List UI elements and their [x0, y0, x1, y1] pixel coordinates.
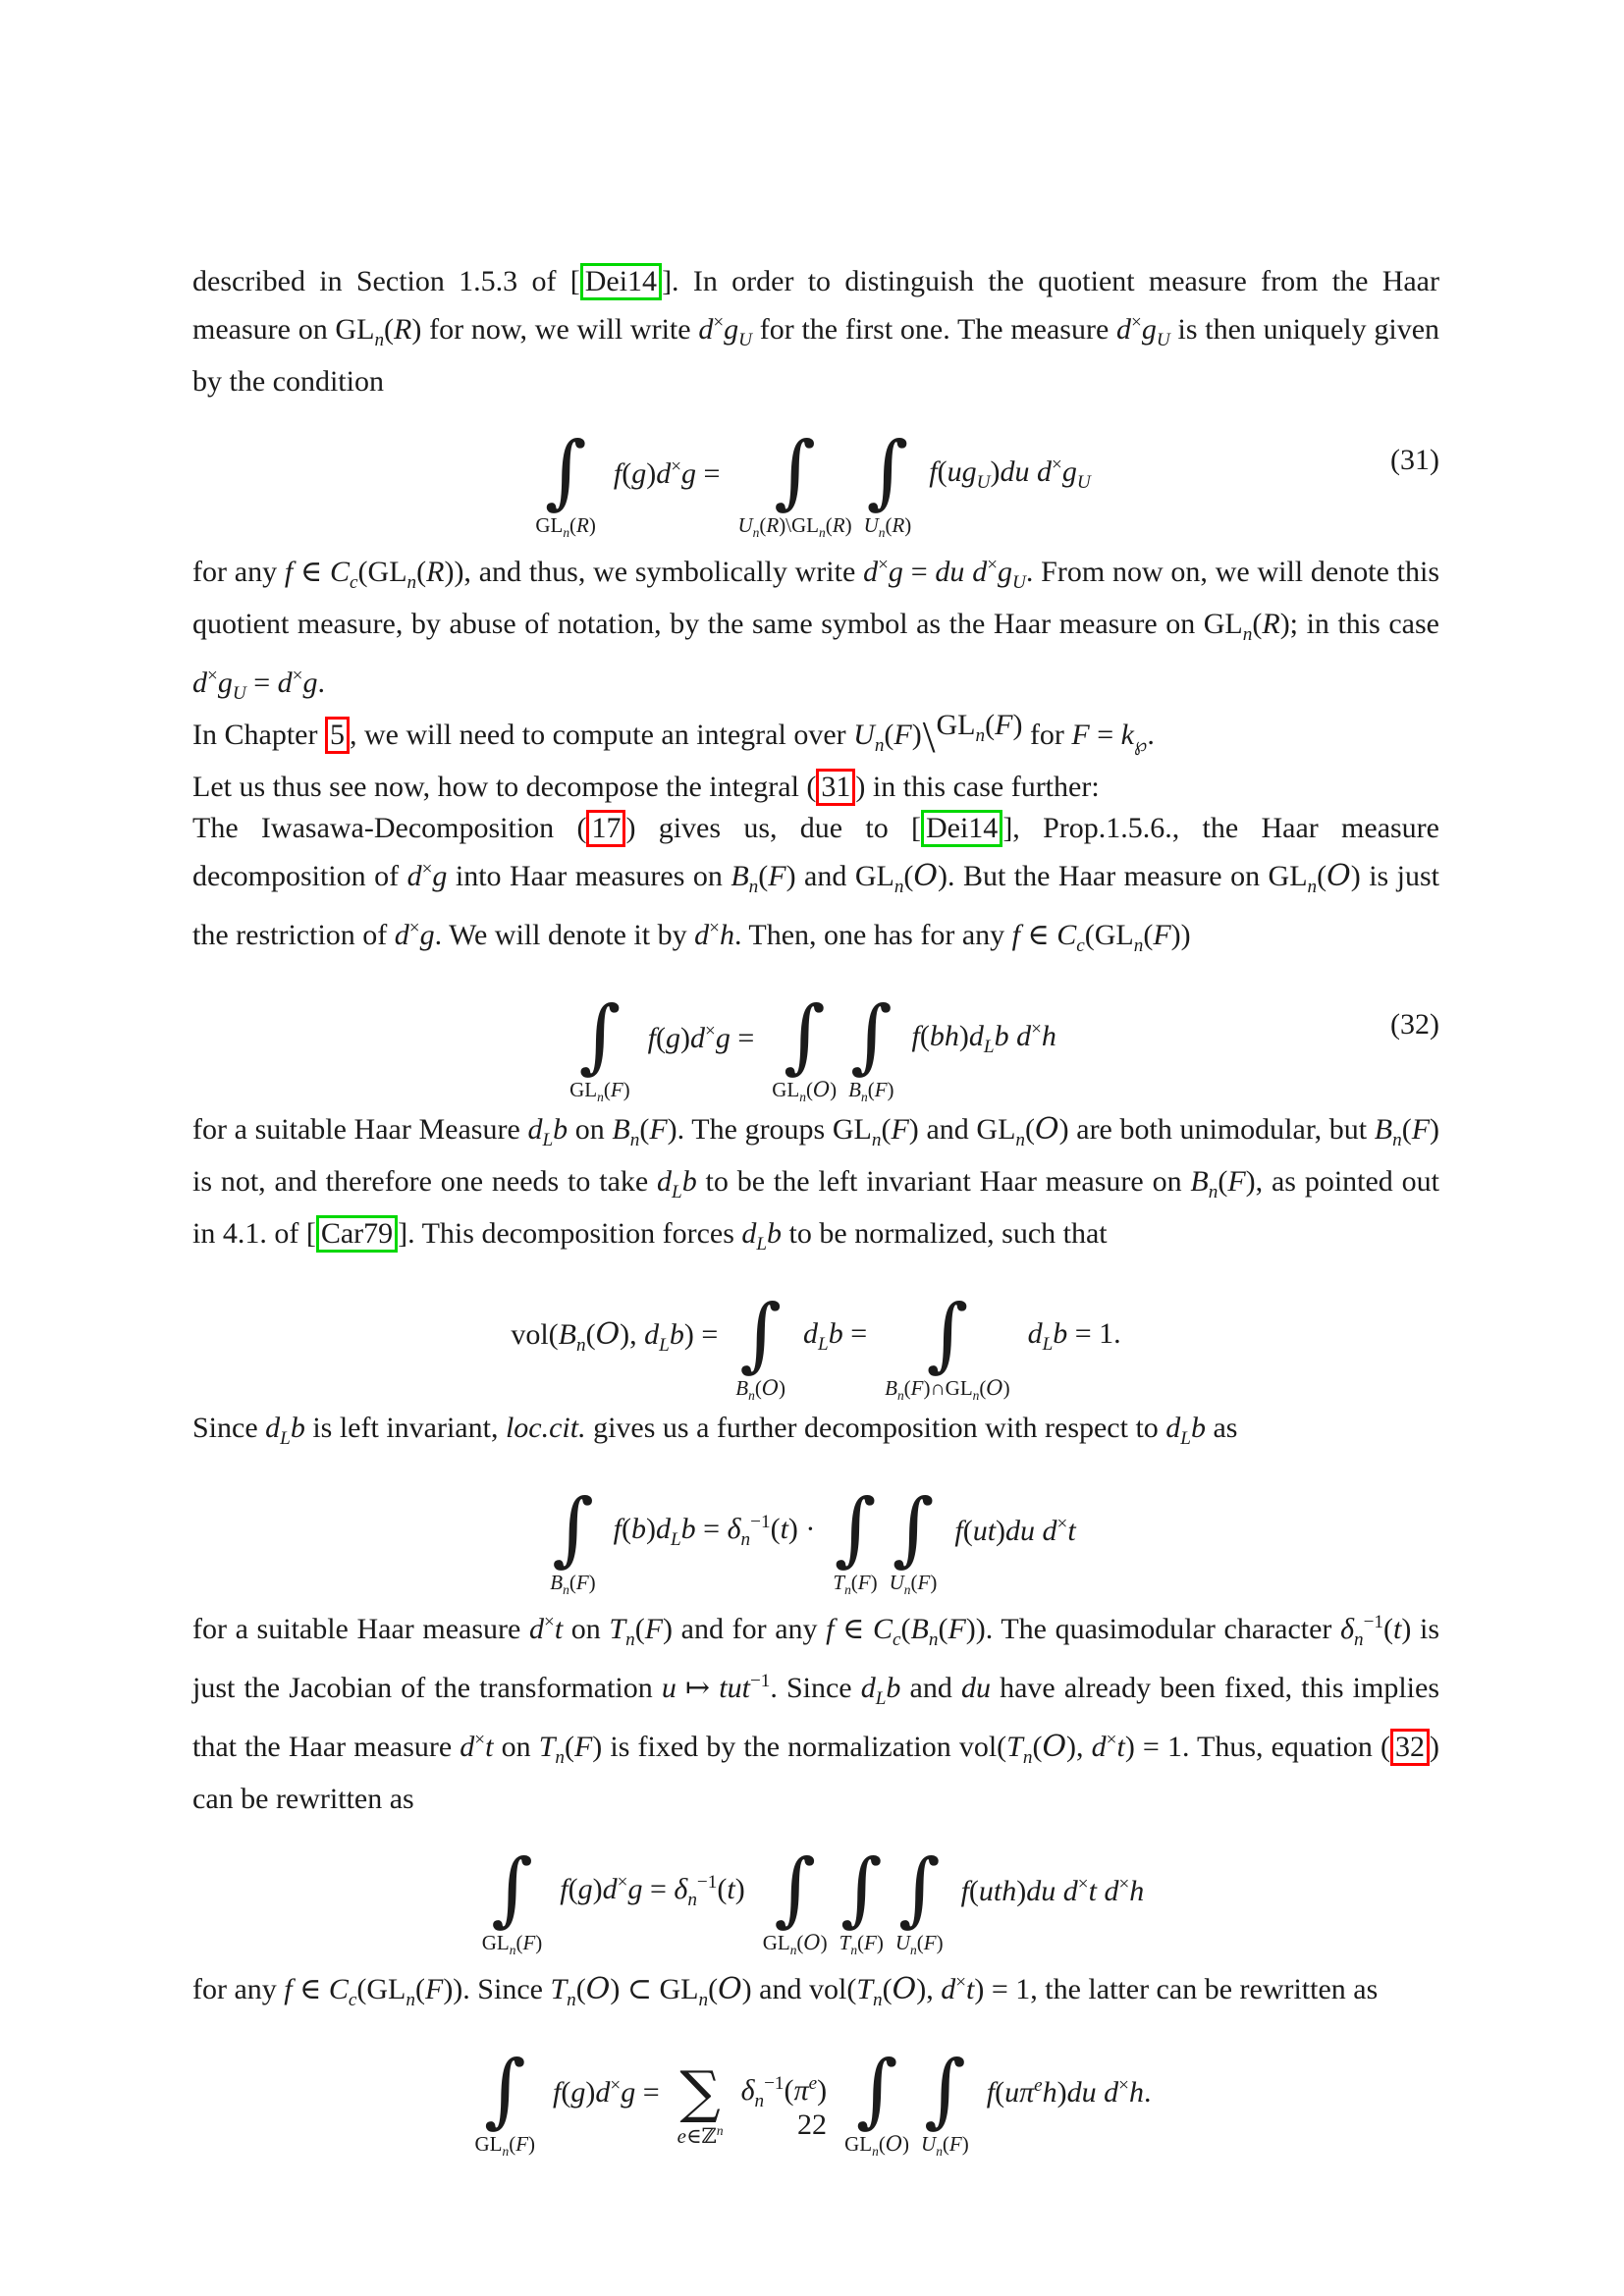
equation-32-body: ∫ $GL_n(F)$ f(g)d×g = ∫ $GL_n(O)$ ∫ $B_n(F)$ $f(bh)d_Lb$ d×h: [569, 989, 1056, 1105]
ref-link-chapter-5[interactable]: 5: [325, 717, 350, 754]
equation-sum-body: ∫ $GL_n(F)$ f(g)d×g = ∑ e∈ℤ$^n$ $\delta_n^{-1}(\pi^e)$ ∫ $GL_n(O)$ ∫ $U_n(F)$ $f(u\pi^eh)du$ d×h.: [474, 2044, 1152, 2160]
text-column: [192, 261, 1439, 2163]
equation-uth-body: ∫ $GL_n(F)$ $f(g)d^\times g = \delta_n^{-1}(t)$ ∫ $GL_n(O)$ ∫ $T_n(F)$ ∫ $U_n(F)$ f(uth)du d×t d×h: [481, 1842, 1145, 1958]
paragraph-latter-rewritten: for any f ∈ $C_c(GL_n(F))$. Since $T_n(O)$ ⊂ $GL_n(O)$ and $vol(T_n(O)$, d×t) = 1, the latter can be rewritten as: [192, 1972, 1379, 2011]
paragraph-quotient-measure: described in Section 1.5.3 of [ Dei14 ]. In order to distinguish the quotient measure from the Haar measure on $GL_n(R)$ for now, we will write $d^\times g_U$ for the first one. The measure $d^\times g_U$ is then uniquely given by the condition: [192, 265, 1440, 398]
equation-vol-normalization: [192, 1283, 1439, 1404]
ref-link-eq-32[interactable]: 32: [1390, 1729, 1430, 1766]
equation-delta-decomposition: [192, 1477, 1439, 1598]
paragraph-quasimodular: for a suitable Haar measure d×t on $T_n(F)$ and for any f ∈ $C_c(B_n(F))$. The quasimodular character $\delta_n^{-1}(t)$ is just the Jacobian of the transformation u ↦ tut$^{-1}$. Since $d_Lb$ and du have already been fixed, this implies that the Haar measure d×t on $T_n(F)$ is fixed by the normalization $vol(T_n(O)$, d×t) = 1. Thus, equation ( 32 ) can be rewritten as: [192, 1612, 1440, 1816]
equation-32-number: (32): [1390, 1007, 1439, 1041]
equation-uth-rewritten: [192, 1838, 1439, 1958]
cite-link-dei14-2[interactable]: Dei14: [921, 810, 1002, 847]
cite-link-dei14[interactable]: Dei14: [580, 263, 662, 300]
ref-link-eq-31[interactable]: 31: [816, 769, 855, 806]
cite-link-car79[interactable]: Car79: [316, 1215, 398, 1253]
paragraph-chapter5-iwasawa: In Chapter 5 , we will need to compute an integral over $U_n(F)\backslash GL_n(F)$ for $F = k_℘$. Let us thus see now, how to decompose the integral ( 31 ) in this case further: The Iwasawa-Decomposition ( 17 ) gives us, due to [ Dei14 ], Prop.1.5.6., the Haar measure decomposition of d×g into Haar measures on $B_n(F)$ and $GL_n(O)$. But the Haar measure on $GL_n(O)$ is just the restriction of d×g. We will denote it by d×h. Then, one has for any f ∈ $C_c(GL_n(F))$: [192, 709, 1440, 957]
paragraph-symbolic-write: for any f ∈ $C_c(GL_n(R))$, and thus, we symbolically write d×g = du $d^\times g_U$. From now on, we will denote this quotient measure, by abuse of notation, by the same symbol as the Haar measure on $GL_n(R)$; in this case $d^\times g_U = d^\times g$.: [192, 555, 1440, 705]
paragraph-left-invariant: Since $d_Lb$ is left invariant, loc.cit. gives us a further decomposition with respect to $d_Lb$ as: [192, 1412, 1238, 1450]
equation-vol-body: $vol(B_n(O)$, $d_Lb$) = ∫ $B_n(O)$ $d_Lb$ = ∫ $B_n(F)\cap GL_n(O)$ $d_Lb = 1$.: [511, 1288, 1121, 1404]
page-number: 22: [797, 2109, 827, 2141]
equation-delta-body: ∫ $B_n(F)$ $f(b)d_Lb = \delta_n^{-1}(t)$ · ∫ $T_n(F)$ ∫ $U_n(F)$ f(ut)du d×t: [550, 1482, 1076, 1598]
equation-32: [192, 985, 1439, 1105]
equation-31-number: (31): [1390, 443, 1439, 476]
equation-31: [192, 420, 1439, 541]
paragraph-suitable-haar-measure: for a suitable Haar Measure $d_Lb$ on $B_n(F)$. The groups $GL_n(F)$ and $GL_n(O)$ are both unimodular, but $B_n(F)$ is not, and therefore one needs to take $d_Lb$ to be the left invariant Haar measure on $B_n(F)$, as pointed out in 4.1. of [ Car79 ]. This decomposition forces $d_Lb$ to be normalized, such that: [192, 1112, 1440, 1255]
equation-31-body: ∫ $GL_n(R)$ f(g)d×g = ∫ $U_n(R)\backslash GL_n(R)$ ∫ $U_n(R)$ $f(ug_U)du$ $d^\times g_U$: [535, 425, 1091, 541]
ref-link-eq-17[interactable]: 17: [586, 810, 625, 847]
